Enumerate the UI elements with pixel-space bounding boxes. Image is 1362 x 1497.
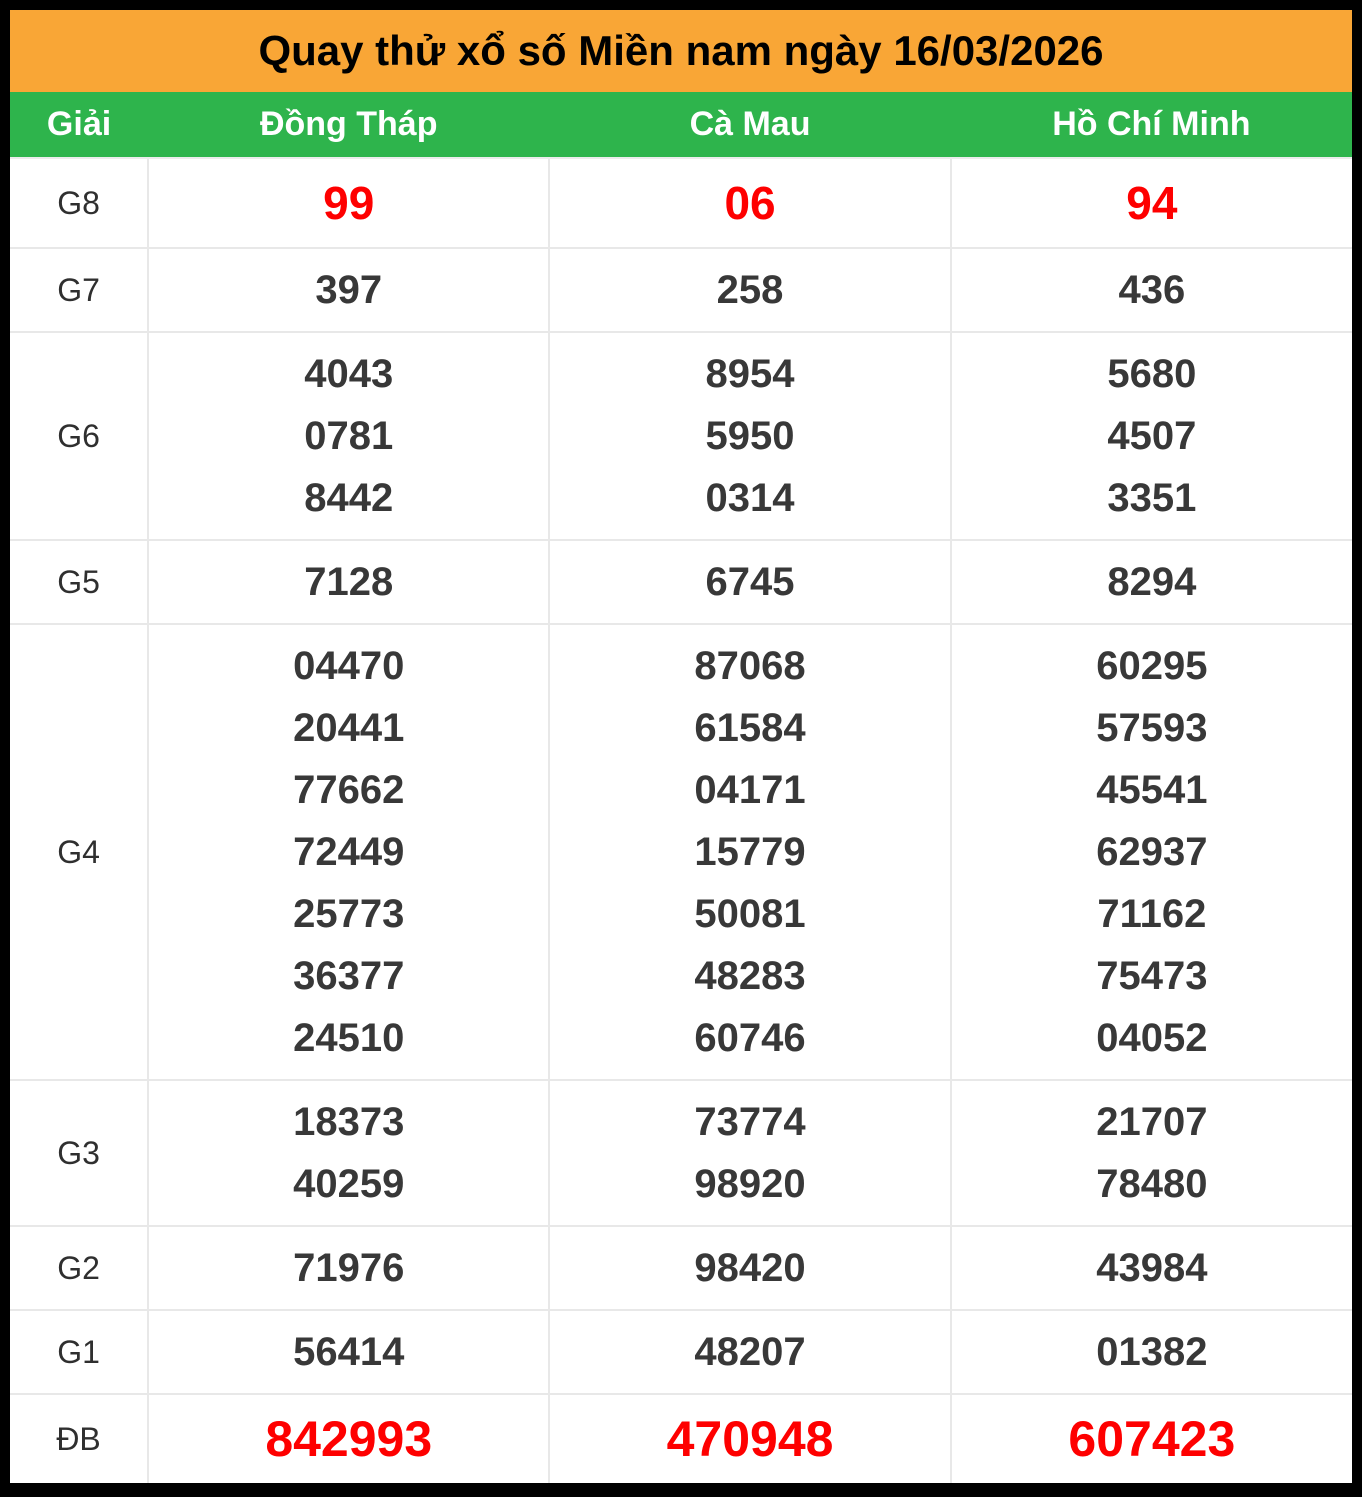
prize-values-cell — [951, 248, 1352, 332]
prize-values-cell — [951, 1394, 1352, 1483]
prize-label-db: ĐB — [10, 1394, 148, 1483]
prize-label-g3: G3 — [10, 1080, 148, 1226]
prize-number: 436 — [1118, 268, 1186, 312]
prize-values-cell — [951, 1226, 1352, 1310]
prize-row-g4 — [10, 624, 1352, 1080]
prize-number: 94 — [1126, 177, 1178, 229]
prize-values-cell — [549, 540, 950, 624]
prize-label-g4: G4 — [10, 624, 148, 1080]
prize-values-cell — [148, 332, 549, 540]
prize-number: 25773 — [293, 892, 405, 936]
prize-number: 04171 — [694, 768, 806, 812]
prize-row-g8 — [10, 158, 1352, 248]
prize-number: 71162 — [1097, 892, 1207, 936]
prize-number: 20441 — [293, 706, 405, 750]
prize-number: 57593 — [1096, 706, 1208, 750]
prize-values-cell — [148, 540, 549, 624]
results-sheet — [10, 10, 1352, 1483]
prize-number: 71976 — [293, 1246, 405, 1290]
prize-number: 45541 — [1096, 768, 1208, 812]
header-row — [10, 92, 1352, 158]
prize-number: 24510 — [293, 1016, 405, 1060]
prize-values-cell — [549, 1310, 950, 1394]
prize-values-cell — [549, 332, 950, 540]
prize-number: 62937 — [1096, 830, 1208, 874]
prize-values-cell — [549, 624, 950, 1080]
prize-label-g5: G5 — [10, 540, 148, 624]
prize-number: 18373 — [293, 1100, 405, 1144]
prize-values-cell — [148, 1394, 549, 1483]
prize-number: 75473 — [1096, 954, 1208, 998]
prize-values-cell — [951, 158, 1352, 248]
prize-values-cell — [951, 540, 1352, 624]
prize-number: 60295 — [1096, 644, 1208, 688]
prize-values-cell — [148, 158, 549, 248]
prize-number: 21707 — [1096, 1100, 1208, 1144]
prize-number: 397 — [315, 268, 383, 312]
prize-label-g8: G8 — [10, 158, 148, 248]
results-table-header — [10, 92, 1352, 158]
prize-values-cell — [951, 1080, 1352, 1226]
prize-number: 60746 — [694, 1016, 806, 1060]
prize-values-cell — [951, 624, 1352, 1080]
prize-values-cell — [549, 1226, 950, 1310]
prize-number: 04052 — [1096, 1016, 1208, 1060]
prize-values-cell — [148, 1080, 549, 1226]
column-header-giai: Giải — [10, 92, 148, 158]
prize-number: 5680 — [1107, 352, 1197, 396]
prize-row-g2 — [10, 1226, 1352, 1310]
prize-number: 04470 — [293, 644, 405, 688]
prize-number: 4507 — [1107, 414, 1197, 458]
prize-number: 8442 — [304, 476, 394, 520]
prize-values-cell — [549, 158, 950, 248]
prize-values-cell — [549, 248, 950, 332]
prize-number: 0781 — [304, 414, 394, 458]
prize-number: 73774 — [694, 1100, 806, 1144]
prize-number: 40259 — [293, 1162, 405, 1206]
prize-number: 01382 — [1096, 1330, 1208, 1374]
prize-number: 98920 — [694, 1162, 806, 1206]
prize-values-cell — [148, 1226, 549, 1310]
prize-number: 3351 — [1107, 476, 1197, 520]
title-bar — [10, 10, 1352, 92]
prize-label-g7: G7 — [10, 248, 148, 332]
prize-row-g3 — [10, 1080, 1352, 1226]
prize-row-g5 — [10, 540, 1352, 624]
prize-number: 06 — [724, 177, 776, 229]
prize-number: 0314 — [705, 476, 795, 520]
prize-number: 6745 — [705, 560, 795, 604]
prize-number: 48207 — [694, 1330, 806, 1374]
prize-number: 470948 — [666, 1411, 834, 1467]
prize-number: 43984 — [1096, 1246, 1208, 1290]
column-header-dong-thap: Đồng Tháp — [148, 92, 549, 158]
prize-values-cell — [951, 332, 1352, 540]
prize-number: 48283 — [694, 954, 806, 998]
prize-number: 61584 — [694, 706, 806, 750]
results-table — [10, 92, 1352, 1483]
prize-number: 87068 — [694, 644, 806, 688]
prize-values-cell — [148, 1310, 549, 1394]
prize-label-g1: G1 — [10, 1310, 148, 1394]
prize-number: 78480 — [1096, 1162, 1208, 1206]
prize-number: 7128 — [304, 560, 394, 604]
prize-values-cell — [148, 624, 549, 1080]
column-header-ca-mau: Cà Mau — [549, 92, 950, 158]
prize-number: 15779 — [694, 830, 806, 874]
prize-number: 72449 — [293, 830, 405, 874]
prize-number: 98420 — [694, 1246, 806, 1290]
prize-row-g6 — [10, 332, 1352, 540]
prize-row-g7 — [10, 248, 1352, 332]
prize-values-cell — [951, 1310, 1352, 1394]
prize-number: 99 — [323, 177, 375, 229]
column-header-ho-chi-minh: Hồ Chí Minh — [951, 92, 1352, 158]
prize-number: 56414 — [293, 1330, 405, 1374]
prize-values-cell — [148, 248, 549, 332]
prize-row-g1 — [10, 1310, 1352, 1394]
prize-number: 8294 — [1107, 560, 1197, 604]
prize-values-cell — [549, 1080, 950, 1226]
prize-number: 842993 — [265, 1411, 433, 1467]
prize-values-cell — [549, 1394, 950, 1483]
prize-row-db — [10, 1394, 1352, 1483]
prize-number: 258 — [716, 268, 784, 312]
prize-number: 607423 — [1068, 1411, 1236, 1467]
prize-number: 8954 — [705, 352, 795, 396]
prize-number: 4043 — [304, 352, 394, 396]
prize-number: 5950 — [705, 414, 795, 458]
prize-label-g2: G2 — [10, 1226, 148, 1310]
prize-number: 50081 — [694, 892, 806, 936]
prize-number: 36377 — [293, 954, 405, 998]
prize-number: 77662 — [293, 768, 405, 812]
prize-label-g6: G6 — [10, 332, 148, 540]
page-title: Quay thử xổ số Miền nam ngày 16/03/2026 — [258, 27, 1104, 74]
results-table-body — [10, 158, 1352, 1483]
